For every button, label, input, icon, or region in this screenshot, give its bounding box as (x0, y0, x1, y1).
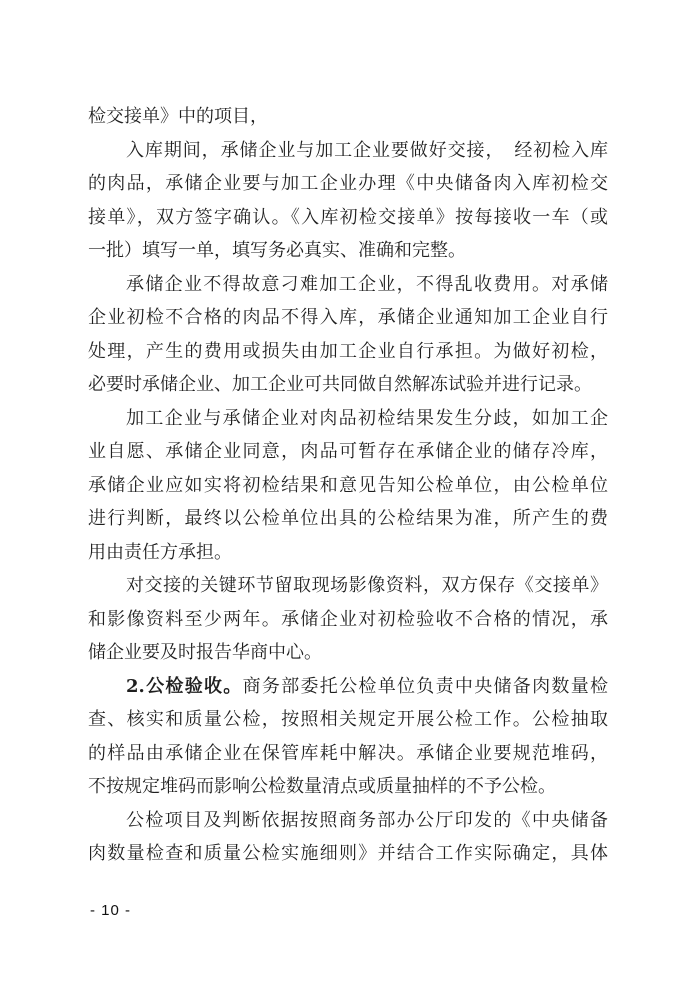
document-line (88, 670, 608, 704)
document-line (88, 569, 608, 603)
line-text: 肉数量检查和质量公检实施细则》并结合工作实际确定，具体 (88, 843, 608, 864)
page-footer (90, 902, 131, 919)
line-text: 加工企业与承储企业对肉品初检结果发生分歧，如加工企 (126, 407, 608, 429)
document-line (88, 335, 608, 369)
document-line (88, 837, 608, 871)
document-line (88, 737, 608, 771)
line-text: 承储企业应如实将初检结果和意见告知公检单位，由公检单位 (88, 474, 608, 496)
line-text: 查、核实和质量公检，按照相关规定开展公检工作。公检抽取 (88, 709, 608, 730)
line-text: 业自愿、承储企业同意，肉品可暂存在承储企业的储存冷库， (88, 441, 608, 462)
document-line (88, 368, 608, 402)
line-text: 的肉品，承储企业要与加工企业办理《中央储备肉入库初检交 (88, 173, 608, 194)
line-text: 用由责任方承担。 (88, 541, 232, 563)
document-line (88, 100, 608, 134)
line-text: 对交接的关键环节留取现场影像资料，双方保存《交接单》 (126, 575, 608, 596)
line-text: 入库期间，承储企业与加工企业要做好交接， 经初检入库 (126, 139, 608, 161)
document-line (88, 301, 608, 335)
section-heading: 2.公检验收。 (126, 675, 243, 697)
document-body (88, 100, 608, 871)
document-line (88, 134, 608, 168)
line-text: 承储企业不得故意刁难加工企业，不得乱收费用。对承储 (126, 273, 608, 295)
document-line (88, 167, 608, 201)
line-text: 商务部委托公检单位负责中央储备肉数量检 (242, 675, 608, 697)
document-line (88, 268, 608, 302)
document-line (88, 234, 608, 268)
line-text: 处理，产生的费用或损失由加工企业自行承担。为做好初检， (88, 340, 608, 362)
document-line (88, 502, 608, 536)
line-text: 不按规定堆码而影响公检数量清点或质量抽样的不予公检。 (88, 776, 556, 797)
line-text: 检交接单》中的项目， (88, 106, 268, 127)
line-text: 公检项目及判断依据按照商务部办公厅印发的《中央储备 (126, 809, 608, 831)
line-text: 企业初检不合格的肉品不得入库，承储企业通知加工企业自行 (88, 307, 608, 328)
document-line (88, 770, 608, 804)
document-line (88, 435, 608, 469)
document-line (88, 536, 608, 570)
document-line (88, 201, 608, 235)
line-text: 的样品由承储企业在保管库耗中解决。承储企业要规范堆码， (88, 742, 608, 764)
page-number: - 10 - (90, 902, 132, 919)
document-line (88, 804, 608, 838)
line-text: 进行判断，最终以公检单位出具的公检结果为准，所产生的费 (88, 508, 608, 529)
line-text: 储企业要及时报告华商中心。 (88, 642, 322, 663)
line-text: 一批）填写一单，填写务必真实、准确和完整。 (88, 240, 466, 261)
document-line (88, 703, 608, 737)
line-text: 接单》，双方签字确认。《入库初检交接单》按每接收一车（或 (88, 206, 608, 228)
document-line (88, 636, 608, 670)
line-text: 必要时承储企业、加工企业可共同做自然解冻试验并进行记录。 (88, 374, 592, 395)
document-line (88, 402, 608, 436)
document-line (88, 603, 608, 637)
line-text: 和影像资料至少两年。承储企业对初检验收不合格的情况，承 (88, 608, 608, 630)
document-line (88, 469, 608, 503)
